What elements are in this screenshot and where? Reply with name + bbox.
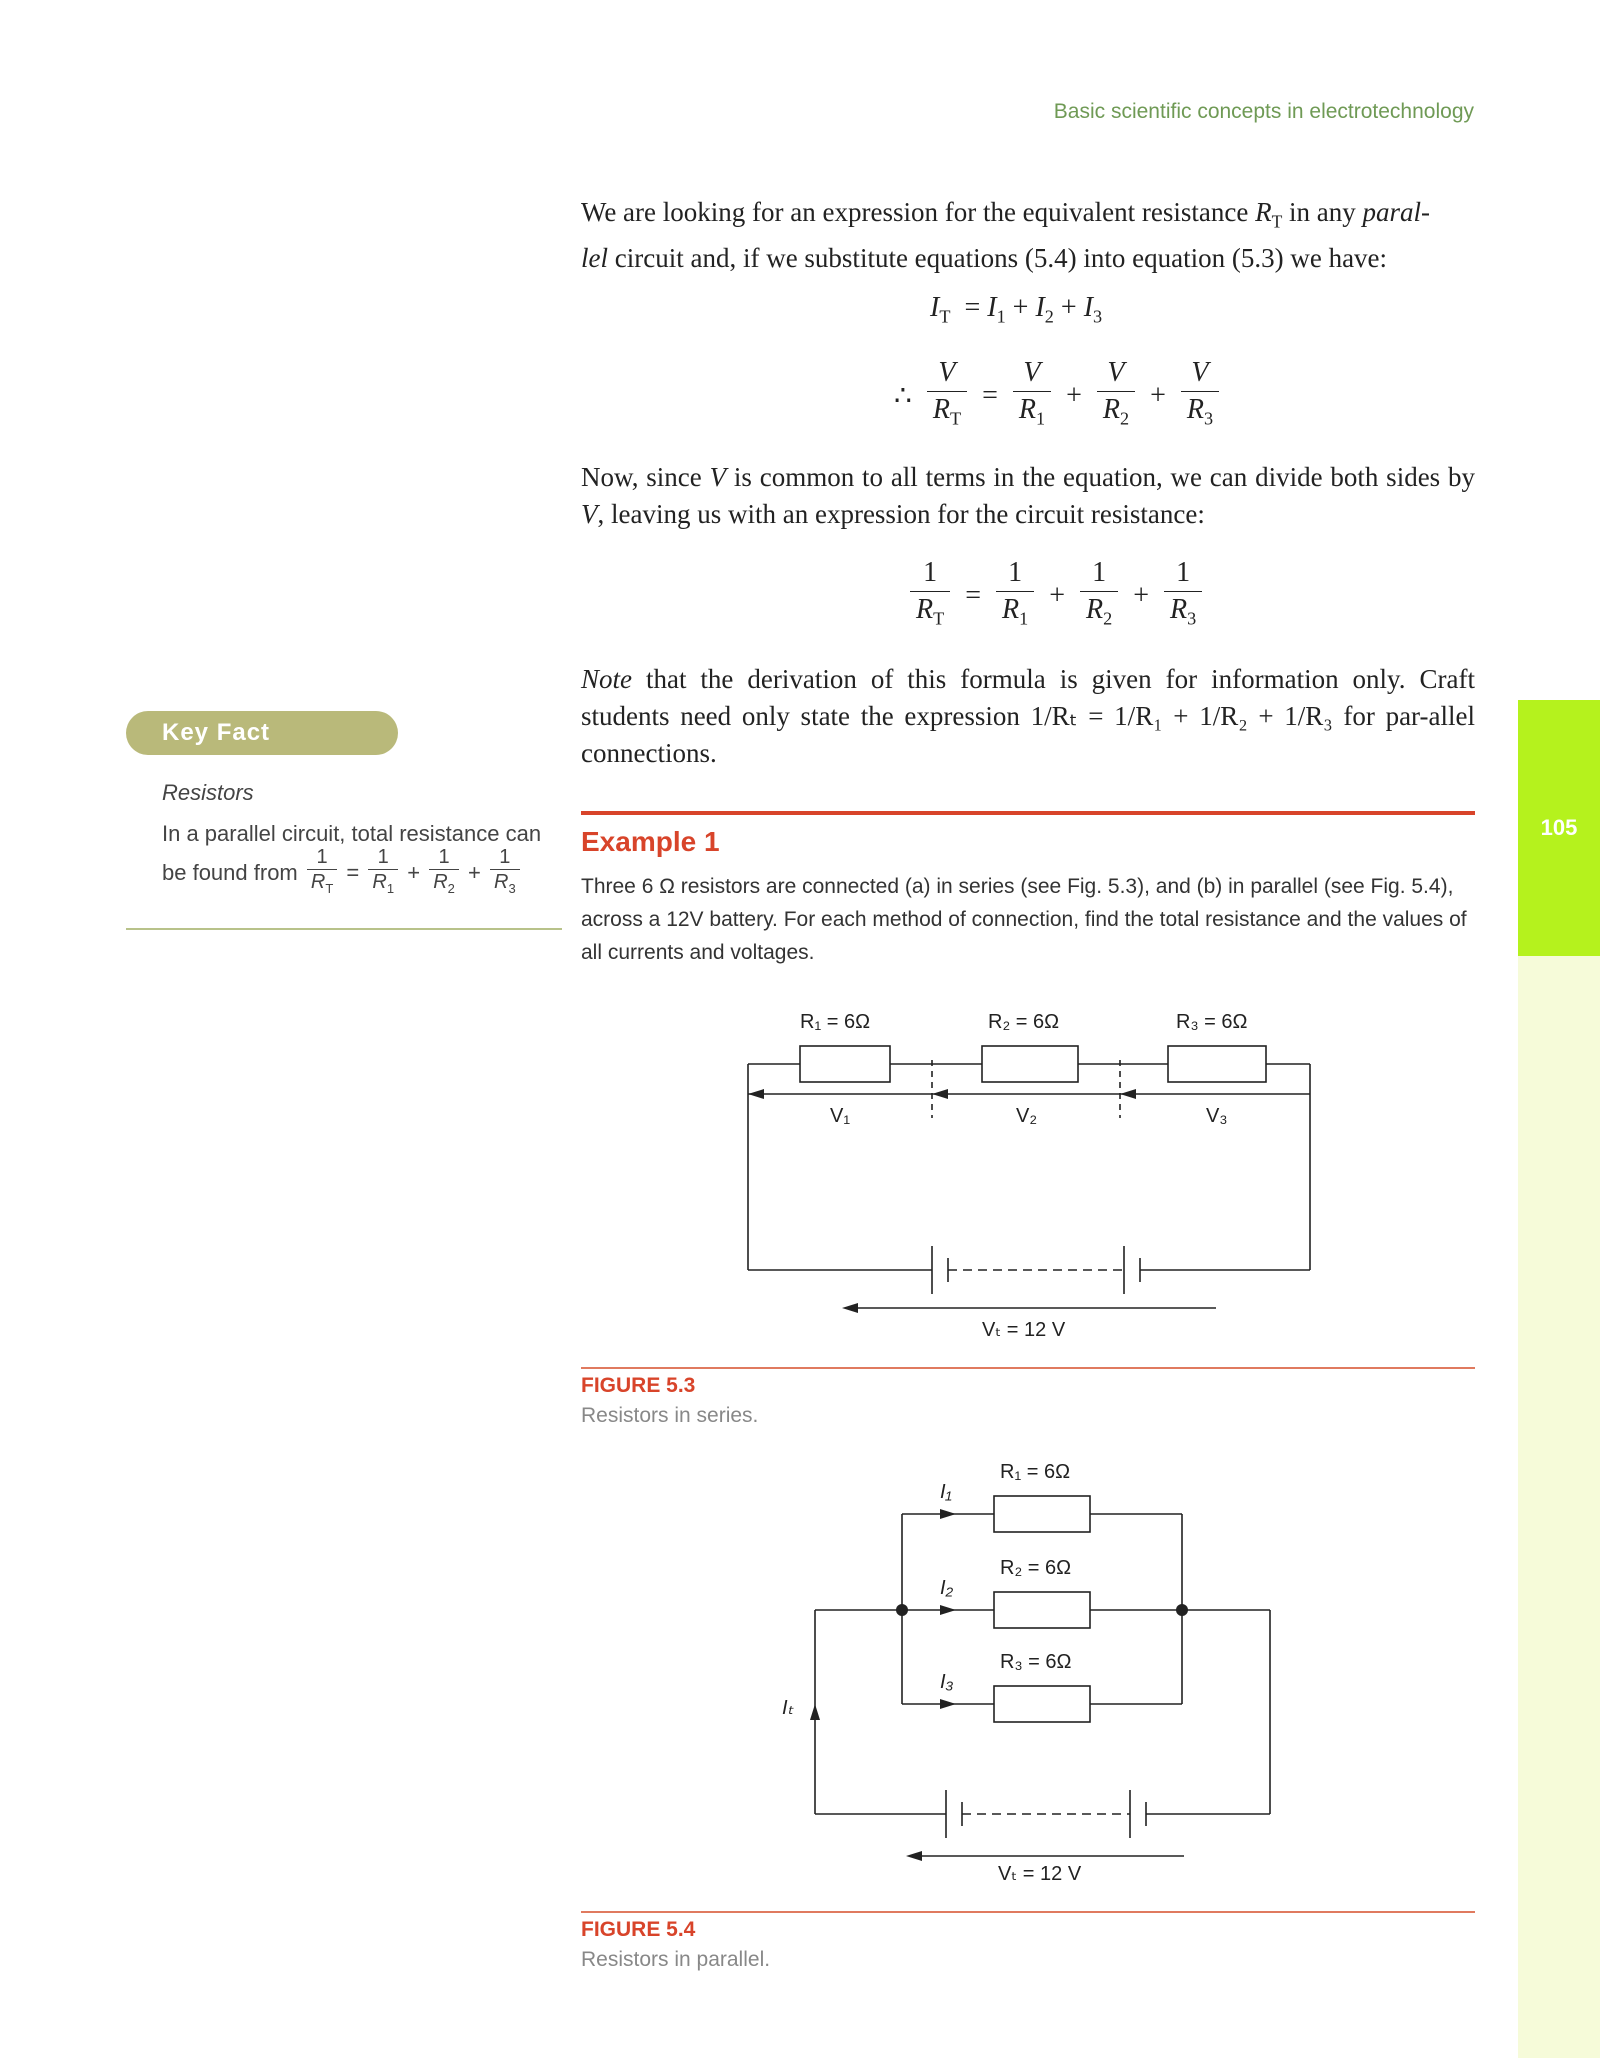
para2-text-b: is common to all terms in the equation, we can divide both sides by [726, 462, 1475, 492]
arrowhead [940, 1509, 956, 1519]
equation-voltage-fractions: ∴ $\frac{V}{R_T}$ = $\frac{V}{R_1}$ + $\frac{V}{R_2}$ + $\frac{V}{R_3}$ [890, 357, 1223, 435]
r2-label: R₂ = 6Ω [1000, 1557, 1072, 1579]
paragraph-2: Now, since V is common to all terms in the equation, we can divide both sides by V, leaving us with an expression for the circuit resistance: [581, 462, 1475, 529]
series-circuit-diagram [700, 990, 1340, 1350]
key-fact-divider [126, 928, 562, 930]
page-number: 105 [1540, 815, 1578, 840]
example-text: Three 6 Ω resistors are connected (a) in series (see Fig. 5.3), and (b) in parallel (see Fig. 5.4), across a 12V battery. For each method of connection, find the total resistance and the values of all currents and voltages. [581, 875, 1467, 964]
v2-label: V₂ [1016, 1105, 1038, 1127]
resistor-r1 [994, 1496, 1090, 1532]
figure-5-3-divider [581, 1367, 1475, 1369]
arrowhead [940, 1699, 956, 1709]
arrowhead [810, 1704, 820, 1720]
key-fact-badge: Key Fact [126, 711, 398, 755]
para1-text-b: in any [1282, 197, 1363, 227]
key-fact-subtitle: Resistors [162, 780, 254, 805]
i1-label: I₁ [940, 1481, 952, 1503]
example-title: Example 1 [581, 826, 720, 857]
key-fact-formula: be found from $\frac{1}{R_T}$ = $\frac{1}{R_1}$ + $\frac{1}{R_2}$ + $\frac{1}{R_3}$ [162, 845, 523, 901]
resistor-r2 [982, 1046, 1078, 1082]
arrowhead [748, 1089, 764, 1099]
figure-5-3-label: FIGURE 5.3 [581, 1374, 696, 1397]
para1-text-e: circuit and, if we substitute equations (5.4) into equation (5.3) we have: [608, 243, 1388, 274]
para2-text-c: , leaving us with an expression for the circuit resistance: [597, 499, 1205, 529]
vt-label: Vₜ = 12 V [982, 1319, 1066, 1341]
arrowhead [1120, 1089, 1136, 1099]
para1-text-c: paral- [1362, 197, 1431, 227]
arrowhead [842, 1303, 858, 1313]
r3-label: R₃ = 6Ω [1000, 1651, 1072, 1673]
key-fact-line1: In a parallel circuit, total resistance can [162, 821, 542, 846]
resistor-r3 [1168, 1046, 1266, 1082]
para3-text-c: for par-allel connections. [581, 701, 1475, 768]
arrowhead [906, 1851, 922, 1861]
paragraph-3 [581, 661, 1475, 772]
v3-label: V₃ [1206, 1105, 1228, 1127]
para3-note: Note [581, 664, 632, 694]
key-fact-line2: be found from [162, 860, 298, 885]
figure-5-4-label: FIGURE 5.4 [581, 1918, 696, 1941]
para1-text-a: We are looking for an expression for the equivalent resistance [581, 197, 1256, 227]
junction-node [896, 1604, 908, 1616]
para1-text-d: lel [581, 243, 608, 274]
parallel-circuit-diagram [760, 1452, 1300, 1892]
para2-text-a: Now, since [581, 462, 710, 492]
example-divider [581, 811, 1475, 815]
equation-current-sum: $I_T = I_1 + I_2 + I_3$ [930, 292, 1103, 327]
arrowhead [932, 1089, 948, 1099]
resistor-r3 [994, 1686, 1090, 1722]
i2-label: I₂ [940, 1577, 954, 1599]
equation-reciprocal-resistance: $\frac{1}{R_T}$ = $\frac{1}{R_1}$ + $\frac{1}{R_2}$ + $\frac{1}{R_3}$ [906, 557, 1206, 635]
i3-label: I₃ [940, 1671, 954, 1693]
arrowhead [940, 1605, 956, 1615]
vt-label: Vₜ = 12 V [998, 1863, 1082, 1885]
resistor-r2 [994, 1592, 1090, 1628]
inline-formula: 1/Rₜ = 1/R₁ + 1/R₂ + 1/R₃ [1030, 701, 1333, 731]
r1-label: R₁ = 6Ω [800, 1011, 871, 1033]
paragraph-1: We are looking for an expression for the equivalent resistance $R_T$ in any paral- lel circuit and, if we substitute equations (5.4) into equation (5.3) we have: [581, 197, 1431, 274]
running-header: Basic scientific concepts in electrotechnology [1053, 100, 1474, 123]
para3-text-b: that the derivation of this formula is given for information only. Craft students need only state the expression [581, 664, 1475, 731]
figure-5-4-caption: Resistors in parallel. [581, 1948, 771, 1971]
v1-label: V₁ [830, 1105, 851, 1127]
r1-label: R₁ = 6Ω [1000, 1461, 1071, 1483]
r3-label: R₃ = 6Ω [1176, 1011, 1248, 1033]
resistor-r1 [800, 1046, 890, 1082]
junction-node [1176, 1604, 1188, 1616]
it-label: Iₜ [782, 1697, 794, 1719]
r2-label: R₂ = 6Ω [988, 1011, 1060, 1033]
figure-5-4-divider [581, 1911, 1475, 1913]
figure-5-3-caption: Resistors in series. [581, 1404, 759, 1427]
